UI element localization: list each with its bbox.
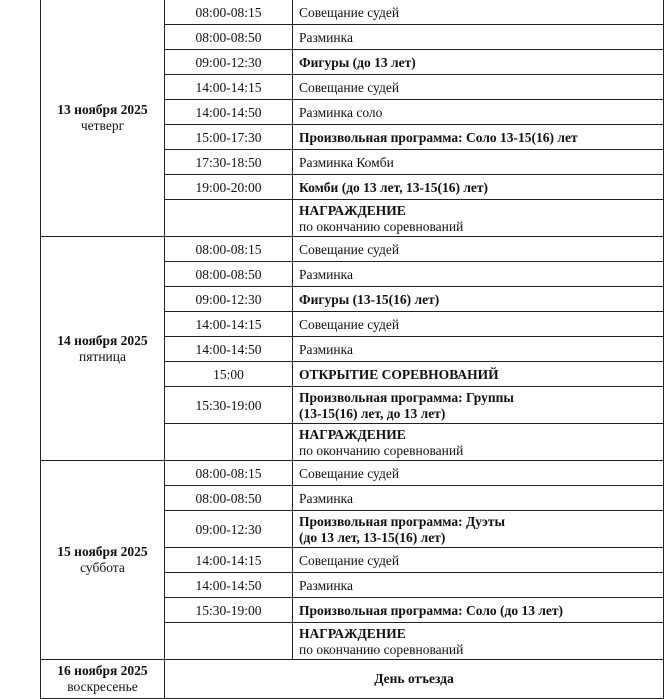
event-cell — [293, 387, 664, 424]
time-cell: 15:00 — [165, 362, 293, 387]
event-title-line2: (13-15(16) лет, до 13 лет) — [299, 406, 446, 421]
time-cell: 09:00-12:30 — [165, 511, 293, 548]
event-cell — [293, 548, 664, 573]
time-cell: 14:00-14:50 — [165, 337, 293, 362]
event-title: Разминка — [299, 30, 353, 45]
day-cell — [41, 237, 165, 461]
time-cell — [165, 200, 293, 237]
event-title: Комби (до 13 лет, 13-15(16) лет) — [299, 180, 489, 195]
time-cell — [165, 424, 293, 461]
event-note: по окончанию соревнований — [299, 219, 464, 234]
schedule-row — [41, 461, 664, 486]
schedule-table — [40, 0, 664, 699]
event-title: Разминка — [299, 578, 353, 593]
time-cell: 14:00-14:15 — [165, 312, 293, 337]
day-cell — [41, 0, 165, 237]
time-cell: 09:00-12:30 — [165, 50, 293, 75]
event-title: Разминка — [299, 491, 353, 506]
event-title: Разминка Комби — [299, 155, 394, 170]
event-cell — [293, 511, 664, 548]
time-cell: 08:00-08:15 — [165, 237, 293, 262]
event-cell — [293, 50, 664, 75]
time-cell: 14:00-14:15 — [165, 75, 293, 100]
event-cell — [293, 25, 664, 50]
time-cell: 08:00-08:50 — [165, 25, 293, 50]
event-title: НАГРАЖДЕНИЕ — [299, 427, 406, 442]
day-date: 16 ноября 2025 — [57, 663, 148, 678]
time-cell: 14:00-14:50 — [165, 573, 293, 598]
event-cell — [293, 75, 664, 100]
event-cell — [293, 100, 664, 125]
event-note: по окончанию соревнований — [299, 642, 464, 657]
event-title: Произвольная программа: Соло 13-15(16) лет — [299, 130, 578, 145]
event-title: ОТКРЫТИЕ СОРЕВНОВАНИЙ — [299, 367, 499, 382]
event-title: Разминка — [299, 267, 353, 282]
time-cell: 14:00-14:15 — [165, 548, 293, 573]
day-date: 13 ноября 2025 — [57, 102, 148, 117]
event-title: Фигуры (до 13 лет) — [299, 55, 416, 70]
time-cell: 17:30-18:50 — [165, 150, 293, 175]
time-cell: 15:30-19:00 — [165, 598, 293, 623]
event-cell — [293, 362, 664, 387]
event-cell — [293, 623, 664, 660]
event-title-line2: (до 13 лет, 13-15(16) лет) — [299, 530, 446, 545]
time-cell: 08:00-08:15 — [165, 461, 293, 486]
event-cell — [293, 125, 664, 150]
event-cell — [293, 237, 664, 262]
event-title: Произвольная программа: Дуэты — [299, 514, 506, 529]
event-title: НАГРАЖДЕНИЕ — [299, 203, 406, 218]
time-cell — [165, 623, 293, 660]
event-cell — [293, 150, 664, 175]
day-cell — [41, 660, 165, 699]
event-cell — [293, 424, 664, 461]
event-title: Совещание судей — [299, 5, 400, 20]
time-cell: 19:00-20:00 — [165, 175, 293, 200]
event-cell — [293, 461, 664, 486]
event-title: Совещание судей — [299, 80, 400, 95]
time-cell: 14:00-14:50 — [165, 100, 293, 125]
event-title: Разминка соло — [299, 105, 383, 120]
event-cell — [293, 175, 664, 200]
time-cell: 15:30-19:00 — [165, 387, 293, 424]
event-cell — [293, 598, 664, 623]
day-cell — [41, 461, 165, 660]
event-cell — [293, 486, 664, 511]
time-cell: 08:00-08:50 — [165, 486, 293, 511]
schedule-row — [41, 237, 664, 262]
event-cell — [293, 287, 664, 312]
event-title: Произвольная программа: Группы — [299, 390, 514, 405]
time-cell: 08:00-08:50 — [165, 262, 293, 287]
event-cell — [293, 573, 664, 598]
schedule-body — [41, 0, 664, 699]
departure-row — [41, 660, 664, 699]
event-title: Совещание судей — [299, 317, 400, 332]
event-title: НАГРАЖДЕНИЕ — [299, 626, 406, 641]
schedule-row — [41, 0, 664, 25]
event-title: Совещание судей — [299, 242, 400, 257]
event-title: Произвольная программа: Соло (до 13 лет) — [299, 603, 564, 618]
day-weekday: четверг — [80, 118, 125, 133]
day-weekday: воскресенье — [67, 679, 138, 694]
day-weekday: пятница — [79, 348, 126, 364]
day-date: 14 ноября 2025 — [57, 332, 148, 348]
day-weekday: суббота — [80, 560, 125, 575]
event-title: Совещание судей — [299, 466, 400, 481]
event-cell — [293, 262, 664, 287]
time-cell: 09:00-12:30 — [165, 287, 293, 312]
event-cell — [293, 337, 664, 362]
event-title: Фигуры (13-15(16) лет) — [299, 292, 440, 307]
event-cell — [293, 0, 664, 25]
event-title: Совещание судей — [299, 553, 400, 568]
time-cell: 08:00-08:15 — [165, 0, 293, 25]
departure-event: День отъезда — [165, 660, 664, 699]
event-title: Разминка — [299, 342, 353, 357]
event-cell — [293, 200, 664, 237]
event-cell — [293, 312, 664, 337]
day-date: 15 ноября 2025 — [57, 544, 148, 559]
time-cell: 15:00-17:30 — [165, 125, 293, 150]
event-note: по окончанию соревнований — [299, 443, 464, 458]
